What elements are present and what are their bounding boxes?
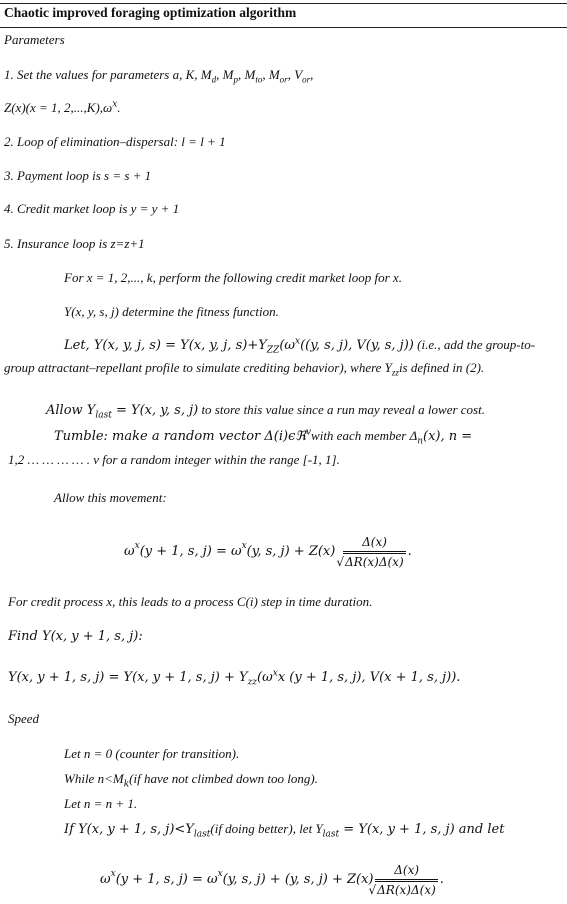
speed-heading: Speed: [8, 711, 40, 726]
eq2-sub: zz: [247, 677, 258, 688]
let-equation-line: [64, 337, 535, 354]
step-5: 5. Insurance loop is z=z+1: [4, 236, 145, 251]
eq3-denominator-wrap: [375, 880, 437, 898]
step-1-mor: , M: [262, 67, 280, 82]
step-1-mp: , M: [216, 67, 234, 82]
eq3-numerator: Δ(x): [375, 862, 437, 880]
let-text: (i.e., add the group-to-: [413, 337, 536, 352]
step-1-mto: , M: [237, 67, 256, 82]
step-1b-sup: x: [112, 99, 118, 110]
step-1: [4, 67, 313, 83]
allow-a: Allow Y: [46, 403, 96, 418]
eq1-end: .: [407, 544, 412, 559]
let-text-2-sub: zz: [391, 367, 399, 378]
eq3-denominator: √ ΔR(x)Δ(x): [375, 881, 437, 897]
eq3-mid: (y + 1, s, j) = ω: [115, 872, 218, 887]
step-2: 2. Loop of elimination–dispersal: l = l + 1: [4, 134, 226, 149]
tumble-b: with each member Δ: [311, 428, 418, 443]
tumble-a: Tumble: make a random vector Δ(i)ϵℜ: [54, 429, 306, 444]
equation-1: ω $^x$ (y + 1, s, j) = ω $^x$ (y, s, j) + Z(x) Δ(x) √ ΔR(x)Δ(x) .: [124, 532, 412, 572]
allow-b: = Y(x, y, s, j): [111, 403, 199, 418]
tumble-c: (x), n =: [423, 429, 473, 444]
eq2-b: (ω: [257, 670, 273, 685]
let-equation: Let, Y(x, y, j, s) = Y(x, y, j, s)+Y: [64, 338, 267, 353]
eq3-fraction: [375, 862, 437, 898]
if-sub: last: [193, 829, 211, 840]
let-text-2-end: is defined in (2).: [398, 360, 485, 375]
step-3: 3. Payment loop is s = s + 1: [4, 168, 152, 183]
if-line: [64, 821, 504, 838]
algorithm-title: Chaotic improved foraging optimization algorithm: [4, 5, 297, 20]
let-n1-line: Let n = n + 1.: [64, 796, 138, 811]
while-sub: k: [123, 779, 130, 790]
if-sub-2: last: [322, 829, 340, 840]
eq2-sup: x: [272, 668, 278, 679]
allow-c: to store this value since a run may reveal a lower cost.: [198, 402, 485, 417]
tumble-line: [54, 428, 472, 445]
find-line: [8, 628, 143, 645]
step-1b-text: Z(x)(x = 1, 2,...,K),ω: [4, 100, 113, 115]
step-4: 4. Credit market loop is y = y + 1: [4, 201, 180, 216]
step-1-sub-or: or: [279, 74, 288, 85]
credit-process-line: For credit process x, this leads to a process C(i) step in time duration.: [8, 594, 373, 609]
eq2-a: Y(x, y + 1, s, j) = Y(x, y + 1, s, j) + Y: [8, 670, 248, 685]
eq3-end: .: [439, 872, 444, 887]
for-loop-line: For x = 1, 2,..., k, perform the following credit market loop for x.: [64, 270, 402, 285]
let-equation-c: ((y, s, j), V(y, s, j)): [300, 338, 414, 353]
tumble-sub: n: [417, 436, 424, 447]
if-c: = Y(x, y + 1, s, j) and let: [339, 822, 505, 837]
let-text-line-2: [4, 360, 484, 376]
while-a: While n<M: [64, 771, 124, 786]
let-text-2: group attractant–repellant profile to simulate crediting behavior), where Y: [4, 360, 392, 375]
fitness-line: Y(x, y, s, j) determine the fitness function.: [64, 304, 279, 319]
find-text: Find Y(x, y + 1, s, j):: [8, 629, 143, 644]
allow-sub: last: [95, 410, 112, 421]
eq2-c: x (y + 1, s, j), V(x + 1, s, j)).: [277, 670, 461, 685]
eq1-mid: (y + 1, s, j) = ω: [139, 544, 242, 559]
while-b: (if have not climbed down too long).: [129, 771, 318, 786]
step-1-end: ,: [310, 67, 314, 82]
allow-movement-line: Allow this movement:: [54, 490, 167, 505]
step-1-sub-to: to: [255, 74, 263, 85]
equation-3: ω $^x$ (y + 1, s, j) = ω $^x$ (y, s, j) + (y, s, j) + Z(x) Δ(x) √ ΔR(x)Δ(x) .: [100, 860, 444, 900]
step-1-vor: , V: [287, 67, 303, 82]
eq1-lhs: ω: [124, 544, 135, 559]
eq1-denominator: √ ΔR(x)Δ(x): [343, 553, 405, 569]
let-equation-b: (ω: [279, 338, 295, 353]
eq1-denominator-wrap: [343, 552, 405, 570]
equation-2: [8, 670, 460, 686]
top-rule: [0, 3, 567, 4]
title-rule: [0, 27, 567, 28]
tumble-line-2: 1,2 … … … … . v for a random integer within the range [-1, 1].: [8, 452, 340, 467]
eq1-numerator: Δ(x): [343, 534, 405, 552]
let-n0-line: Let n = 0 (counter for transition).: [64, 746, 240, 761]
step-1-sub-d: d: [211, 74, 217, 85]
step-1-continued: [4, 100, 121, 116]
eq1-rhs: (y, s, j) + Z(x): [246, 544, 336, 559]
section-parameters: Parameters: [4, 32, 65, 47]
while-line: [64, 771, 318, 790]
tumble-sup: v: [305, 427, 312, 438]
allow-line: [46, 402, 485, 419]
step-1-sub-p: p: [233, 74, 238, 85]
eq1-fraction: [343, 534, 405, 570]
if-b: (if doing better), let Y: [210, 821, 323, 836]
step-1-text: 1. Set the values for parameters a, K, M: [4, 67, 212, 82]
let-equation-sup: x: [295, 336, 301, 347]
step-1b-end: .: [117, 100, 121, 115]
eq3-rhs: (y, s, j) + (y, s, j) + Z(x): [222, 872, 374, 887]
let-equation-sub: ZZ: [266, 345, 280, 356]
eq3-lhs: ω: [100, 872, 111, 887]
step-1-sub-vor: or: [302, 74, 311, 85]
if-a: If Y(x, y + 1, s, j)<Y: [64, 822, 194, 837]
